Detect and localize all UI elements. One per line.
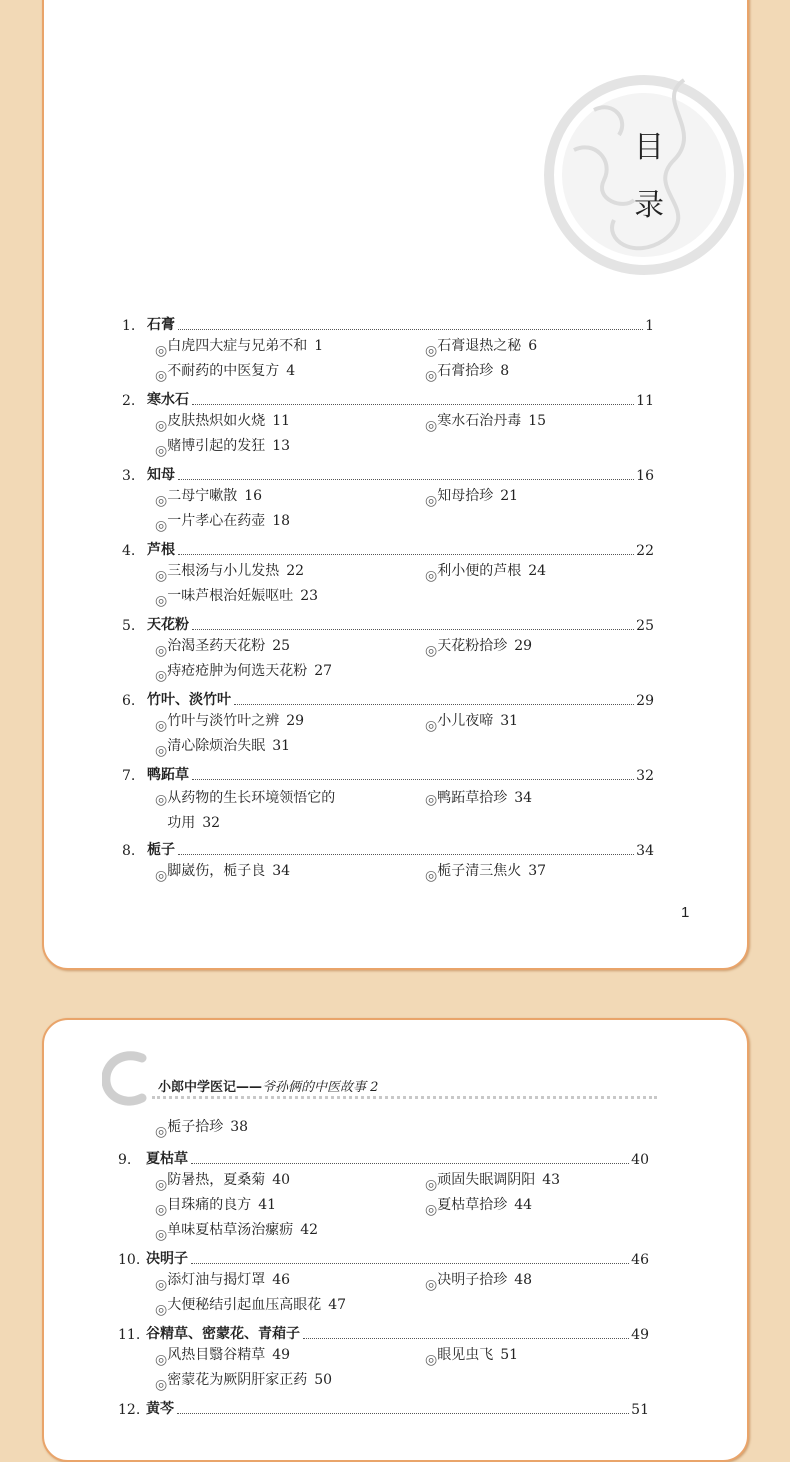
toc-sub-entry[interactable] xyxy=(425,484,654,509)
toc-sub-entry[interactable] xyxy=(155,559,425,584)
empty-cell xyxy=(425,659,654,684)
sub-entry-text: 决明子拾珍 xyxy=(437,1272,508,1288)
toc-sub-entry[interactable] xyxy=(155,434,425,459)
toc-sub-entry[interactable] xyxy=(155,409,425,434)
chapter-entry[interactable] xyxy=(118,1321,649,1343)
sub-entry-title xyxy=(437,1343,518,1368)
dragon-medallion-decoration xyxy=(534,40,749,310)
sub-entry-text: 目珠痛的良方 xyxy=(167,1197,252,1213)
toc-chapter xyxy=(122,312,654,384)
empty-cell xyxy=(425,1293,649,1318)
toc-sub-entry[interactable] xyxy=(425,784,654,834)
toc-chapter xyxy=(118,1146,649,1243)
sub-entry-page: 48 xyxy=(514,1272,533,1288)
chapter-number: 3. xyxy=(122,468,136,484)
empty-cell xyxy=(425,584,654,609)
sub-entry-text: 白虎四大症与兄弟不和 xyxy=(167,338,308,354)
toc-chapter xyxy=(122,837,654,884)
chapter-entry[interactable] xyxy=(118,1396,649,1418)
bullet-icon: ◎ xyxy=(155,868,168,884)
sub-entry-title xyxy=(437,1193,532,1218)
bullet-icon: ◎ xyxy=(425,643,438,659)
bullet-icon: ◎ xyxy=(155,1227,168,1243)
sub-entries xyxy=(122,859,654,884)
swirl-logo-decoration xyxy=(102,1050,152,1106)
chapter-page: 29 xyxy=(636,693,654,709)
chapter-title: 鸭跖草 xyxy=(147,767,189,783)
chapter-page: 40 xyxy=(631,1152,649,1168)
chapter-number: 9. xyxy=(118,1152,132,1168)
sub-entry-title xyxy=(167,559,304,584)
sub-entry-text: 皮肤热炽如火烧 xyxy=(167,413,266,429)
toc-sub-entry[interactable] xyxy=(425,409,654,434)
sub-entry-title xyxy=(437,1168,560,1193)
sub-entry-page: 25 xyxy=(272,638,291,654)
sub-entries xyxy=(118,1268,649,1318)
book-subtitle: 爷孙俩的中医故事 2 xyxy=(262,1080,379,1095)
chapter-title: 竹叶、淡竹叶 xyxy=(147,692,231,708)
sub-entry-page: 18 xyxy=(272,513,291,529)
toc-sub-entry[interactable] xyxy=(425,359,654,384)
sub-entry-title xyxy=(437,859,546,884)
sub-entry-text: 脚崴伤，栀子良 xyxy=(167,863,266,879)
chapter-page: 22 xyxy=(636,543,654,559)
chapter-page: 34 xyxy=(636,843,654,859)
sub-entry-page: 29 xyxy=(286,713,305,729)
bullet-icon: ◎ xyxy=(155,518,168,534)
toc-sub-entry[interactable] xyxy=(425,559,654,584)
bullet-icon: ◎ xyxy=(155,1377,168,1393)
sub-entry-title xyxy=(167,709,304,734)
toc-sub-entry[interactable] xyxy=(425,709,654,734)
sub-entries xyxy=(118,1115,649,1140)
toc-chapter xyxy=(118,1396,649,1418)
toc-sub-entry[interactable] xyxy=(425,1193,649,1218)
sub-entry-text: 大便秘结引起血压高眼花 xyxy=(167,1297,322,1313)
chapter-number: 5. xyxy=(122,618,136,634)
dot-leader xyxy=(234,704,634,705)
sub-entry-title xyxy=(167,584,318,609)
toc-sub-entry[interactable] xyxy=(155,634,425,659)
toc-sub-entry[interactable] xyxy=(425,1168,649,1193)
toc-chapter xyxy=(122,462,654,534)
chapter-title: 谷精草、密蒙花、青葙子 xyxy=(146,1326,300,1342)
chapter-entry[interactable] xyxy=(122,537,654,559)
toc-sub-entry[interactable] xyxy=(155,1293,425,1318)
dot-leader xyxy=(191,1263,629,1264)
bullet-icon: ◎ xyxy=(425,718,438,734)
sub-entry-text: 二母宁嗽散 xyxy=(167,488,238,504)
sub-entry-text: 单味夏枯草汤治瘰疬 xyxy=(167,1222,294,1238)
empty-cell xyxy=(425,1218,649,1243)
empty-cell xyxy=(425,509,654,534)
sub-entry-text: 清心除烦治失眠 xyxy=(167,738,266,754)
bullet-icon: ◎ xyxy=(155,1277,168,1293)
toc-sub-entry[interactable] xyxy=(155,709,425,734)
sub-entry-page: 49 xyxy=(272,1347,291,1363)
sub-entry-page: 15 xyxy=(528,413,547,429)
chapter-entry[interactable] xyxy=(118,1146,649,1168)
toc-sub-entry[interactable] xyxy=(155,334,425,359)
sub-entry-title xyxy=(167,634,290,659)
empty-cell xyxy=(425,1115,649,1140)
sub-entry-text: 栀子拾珍 xyxy=(167,1119,224,1135)
chapter-number: 4. xyxy=(122,543,136,559)
sub-entry-page: 44 xyxy=(514,1197,533,1213)
sub-entry-text: 三根汤与小儿发热 xyxy=(167,563,280,579)
sub-entry-page: 22 xyxy=(286,563,305,579)
sub-entry-page: 40 xyxy=(272,1172,291,1188)
chapter-entry[interactable] xyxy=(122,612,654,634)
sub-entry-title xyxy=(167,1168,290,1193)
sub-entries xyxy=(118,1343,649,1393)
sub-entry-page: 31 xyxy=(272,738,291,754)
sub-entry-title xyxy=(167,359,295,384)
dot-leader xyxy=(178,329,643,330)
dot-leader xyxy=(192,629,634,630)
sub-entries xyxy=(122,709,654,759)
bullet-icon: ◎ xyxy=(425,792,438,808)
dot-leader xyxy=(178,554,634,555)
sub-entry-page: 27 xyxy=(314,663,333,679)
sub-entry-page: 47 xyxy=(328,1297,347,1313)
toc-sub-entry[interactable] xyxy=(155,659,425,684)
bullet-icon: ◎ xyxy=(155,443,168,459)
toc-sub-entry[interactable] xyxy=(155,509,425,534)
toc-chapter xyxy=(118,1321,649,1393)
sub-entry-page: 42 xyxy=(300,1222,319,1238)
sub-entry-page: 11 xyxy=(272,413,291,429)
dot-leader xyxy=(192,779,634,780)
bullet-icon: ◎ xyxy=(425,418,438,434)
toc-sub-entry[interactable] xyxy=(155,1218,425,1243)
dot-leader xyxy=(303,1338,629,1339)
sub-entry-title xyxy=(437,709,518,734)
toc-sub-entry[interactable] xyxy=(155,859,425,884)
sub-entry-page: 37 xyxy=(528,863,547,879)
sub-entry-page: 50 xyxy=(314,1372,333,1388)
sub-entry-text: 天花粉拾珍 xyxy=(437,638,508,654)
sub-entry-title xyxy=(167,1115,248,1140)
sub-entry-page: 4 xyxy=(286,363,296,379)
sub-entry-page: 41 xyxy=(258,1197,277,1213)
sub-entry-page: 51 xyxy=(500,1347,519,1363)
chapter-page: 25 xyxy=(636,618,654,634)
dot-leader xyxy=(191,1163,629,1164)
toc-sub-entry[interactable] xyxy=(155,1343,425,1368)
toc-page-2 xyxy=(42,1018,749,1462)
toc-sub-entry[interactable] xyxy=(155,784,425,834)
sub-entries xyxy=(118,1168,649,1243)
sub-entries xyxy=(122,784,654,834)
sub-entry-page: 8 xyxy=(500,363,510,379)
toc-sub-entry[interactable] xyxy=(155,1168,425,1193)
bullet-icon: ◎ xyxy=(155,668,168,684)
toc-sub-entry[interactable] xyxy=(155,734,425,759)
bullet-icon: ◎ xyxy=(155,1124,168,1140)
sub-entry-title xyxy=(167,434,290,459)
sub-entry-title xyxy=(437,409,546,434)
toc-sub-entry[interactable] xyxy=(155,584,425,609)
toc-sub-entry[interactable] xyxy=(155,1193,425,1218)
sub-entry-text: 眼见虫飞 xyxy=(437,1347,494,1363)
sub-entry-page: 24 xyxy=(528,563,547,579)
chapter-number: 8. xyxy=(122,843,136,859)
sub-entry-text: 防暑热，夏桑菊 xyxy=(167,1172,266,1188)
sub-entry-title xyxy=(167,1193,276,1218)
sub-entry-page: 38 xyxy=(230,1119,249,1135)
empty-cell xyxy=(425,734,654,759)
sub-entry-page: 34 xyxy=(514,790,533,806)
sub-entry-text: 夏枯草拾珍 xyxy=(437,1197,508,1213)
toc-chapter xyxy=(122,537,654,609)
bullet-icon: ◎ xyxy=(155,1352,168,1368)
sub-entry-title xyxy=(167,786,335,836)
sub-entry-text: 赌博引起的发狂 xyxy=(167,438,266,454)
sub-entry-page: 23 xyxy=(300,588,319,604)
toc-sub-entry[interactable] xyxy=(425,1343,649,1368)
sub-entry-title xyxy=(167,484,262,509)
toc-page-1 xyxy=(42,0,749,970)
dot-leader xyxy=(178,854,634,855)
sub-entry-page: 21 xyxy=(500,488,519,504)
dot-leader xyxy=(192,404,634,405)
sub-entry-text: 不耐药的中医复方 xyxy=(167,363,280,379)
chapter-entry[interactable] xyxy=(122,837,654,859)
chapter-title: 夏枯草 xyxy=(146,1151,188,1167)
sub-entry-text: 寒水石治丹毒 xyxy=(437,413,522,429)
chapter-number: 10. xyxy=(118,1252,141,1268)
toc-sub-entry[interactable] xyxy=(425,1268,649,1293)
toc-chapter xyxy=(122,687,654,759)
running-head xyxy=(158,1076,378,1095)
toc-title-char: 录 xyxy=(634,188,664,223)
chapter-entry[interactable] xyxy=(118,1246,649,1268)
sub-entry-text: 添灯油与揭灯罩 xyxy=(167,1272,266,1288)
chapter-number: 12. xyxy=(118,1402,141,1418)
sub-entries xyxy=(122,559,654,609)
sub-entry-text: 痔疮疮肿为何选天花粉 xyxy=(167,663,308,679)
sub-entry-title xyxy=(437,484,518,509)
sub-entry-text: 利小便的芦根 xyxy=(437,563,522,579)
dot-leader xyxy=(178,479,634,480)
bullet-icon: ◎ xyxy=(425,493,438,509)
sub-entry-page: 32 xyxy=(202,815,221,831)
chapter-entry[interactable] xyxy=(122,687,654,709)
sub-entries xyxy=(122,334,654,384)
toc-chapter xyxy=(122,612,654,684)
bullet-icon: ◎ xyxy=(425,1177,438,1193)
chapter-page: 51 xyxy=(631,1402,649,1418)
sub-entry-text: 密蒙花为厥阴肝家正药 xyxy=(167,1372,308,1388)
bullet-icon: ◎ xyxy=(155,1302,168,1318)
sub-entry-text: 石膏拾珍 xyxy=(437,363,494,379)
sub-entries xyxy=(122,634,654,684)
sub-entry-title xyxy=(167,1268,290,1293)
sub-entry-page: 1 xyxy=(314,338,324,354)
toc-sub-entry[interactable] xyxy=(155,1115,425,1140)
chapter-page: 1 xyxy=(645,318,654,334)
sub-entry-text: 风热目翳谷精草 xyxy=(167,1347,266,1363)
chapter-page: 32 xyxy=(636,768,654,784)
bullet-icon: ◎ xyxy=(155,718,168,734)
chapter-title: 决明子 xyxy=(146,1251,188,1267)
sub-entry-text: 鸭跖草拾珍 xyxy=(437,790,508,806)
sub-entry-title xyxy=(437,1268,532,1293)
toc-title-char: 目 xyxy=(634,130,664,165)
toc-sub-entry[interactable] xyxy=(425,859,654,884)
bullet-icon: ◎ xyxy=(155,1202,168,1218)
bullet-icon: ◎ xyxy=(155,593,168,609)
dot-leader xyxy=(177,1413,629,1414)
toc-sub-entry[interactable] xyxy=(425,634,654,659)
chapter-page: 49 xyxy=(631,1327,649,1343)
bullet-icon: ◎ xyxy=(425,343,438,359)
sub-entries xyxy=(122,484,654,534)
chapter-title: 黄芩 xyxy=(146,1401,174,1417)
sub-entry-page: 6 xyxy=(528,338,538,354)
chapter-title: 天花粉 xyxy=(147,617,189,633)
sub-entry-text: 小儿夜啼 xyxy=(437,713,494,729)
toc-list xyxy=(122,312,654,887)
page-number: 1 xyxy=(681,904,690,921)
chapter-entry[interactable] xyxy=(122,387,654,409)
sub-entry-text: 石膏退热之秘 xyxy=(437,338,522,354)
continued-entries xyxy=(118,1115,649,1140)
bullet-icon: ◎ xyxy=(155,643,168,659)
sub-entry-title xyxy=(167,859,290,884)
toc-sub-entry[interactable] xyxy=(155,484,425,509)
chapter-number: 1. xyxy=(122,318,136,334)
sub-entry-title xyxy=(167,334,323,359)
sub-entry-text: 一片孝心在药壶 xyxy=(167,513,266,529)
chapter-entry[interactable] xyxy=(122,462,654,484)
bullet-icon: ◎ xyxy=(425,1277,438,1293)
bullet-icon: ◎ xyxy=(155,1177,168,1193)
chapter-page: 46 xyxy=(631,1252,649,1268)
bullet-icon: ◎ xyxy=(155,568,168,584)
sub-entry-title xyxy=(437,359,509,384)
bullet-icon: ◎ xyxy=(155,493,168,509)
bullet-icon: ◎ xyxy=(155,792,168,808)
sub-entry-title xyxy=(437,634,532,659)
sub-entries xyxy=(122,409,654,459)
sub-entry-title xyxy=(167,1218,318,1243)
sub-entry-text: 从药物的生长环境领悟它的 功用 xyxy=(167,790,336,831)
bullet-icon: ◎ xyxy=(425,368,438,384)
sub-entry-text: 栀子清三焦火 xyxy=(437,863,522,879)
chapter-number: 6. xyxy=(122,693,136,709)
chapter-title: 栀子 xyxy=(147,842,175,858)
toc-chapter xyxy=(122,762,654,834)
sub-entry-title xyxy=(437,786,532,811)
sub-entry-text: 治渴圣药天花粉 xyxy=(167,638,266,654)
bullet-icon: ◎ xyxy=(155,418,168,434)
bullet-icon: ◎ xyxy=(155,368,168,384)
chapter-title: 知母 xyxy=(147,467,175,483)
sub-entry-text: 竹叶与淡竹叶之辨 xyxy=(167,713,280,729)
sub-entry-title xyxy=(167,1343,290,1368)
toc-sub-entry[interactable] xyxy=(425,334,654,359)
bullet-icon: ◎ xyxy=(155,343,168,359)
sub-entry-page: 34 xyxy=(272,863,291,879)
sub-entry-title xyxy=(167,659,332,684)
bullet-icon: ◎ xyxy=(425,868,438,884)
chapter-number: 2. xyxy=(122,393,136,409)
sub-entry-title xyxy=(167,409,290,434)
sub-entry-page: 43 xyxy=(542,1172,561,1188)
sub-entry-page: 46 xyxy=(272,1272,291,1288)
bullet-icon: ◎ xyxy=(425,568,438,584)
sub-entry-title xyxy=(437,334,537,359)
toc-sub-entry[interactable] xyxy=(155,1268,425,1293)
sub-entry-text: 一味芦根治妊娠呕吐 xyxy=(167,588,294,604)
sub-entry-page: 29 xyxy=(514,638,533,654)
sub-entry-title xyxy=(167,1368,332,1393)
toc-sub-entry[interactable] xyxy=(155,1368,425,1393)
bullet-icon: ◎ xyxy=(155,743,168,759)
chapter-page: 16 xyxy=(636,468,654,484)
toc-chapter xyxy=(118,1246,649,1318)
chapter-entry[interactable] xyxy=(122,762,654,784)
empty-cell xyxy=(425,1368,649,1393)
sub-entry-text: 知母拾珍 xyxy=(437,488,494,504)
toc-sub-entry[interactable] xyxy=(155,359,425,384)
book-title: 小郎中学医记—— xyxy=(158,1080,263,1095)
toc-list xyxy=(118,1115,649,1421)
sub-entry-page: 13 xyxy=(272,438,291,454)
sub-entry-title xyxy=(167,734,290,759)
sub-entry-title xyxy=(167,1293,346,1318)
chapter-title: 石膏 xyxy=(147,317,175,333)
sub-entry-page: 31 xyxy=(500,713,519,729)
chapter-page: 11 xyxy=(636,393,654,409)
header-divider xyxy=(152,1096,657,1099)
chapter-entry[interactable] xyxy=(122,312,654,334)
bullet-icon: ◎ xyxy=(425,1202,438,1218)
chapter-number: 7. xyxy=(122,768,136,784)
chapter-number: 11. xyxy=(118,1327,141,1343)
chapter-title: 寒水石 xyxy=(147,392,189,408)
bullet-icon: ◎ xyxy=(425,1352,438,1368)
sub-entry-title xyxy=(437,559,546,584)
empty-cell xyxy=(425,434,654,459)
sub-entry-text: 顽固失眠调阴阳 xyxy=(437,1172,536,1188)
chapter-title: 芦根 xyxy=(147,542,175,558)
sub-entry-title xyxy=(167,509,290,534)
toc-chapter xyxy=(122,387,654,459)
sub-entry-page: 16 xyxy=(244,488,263,504)
